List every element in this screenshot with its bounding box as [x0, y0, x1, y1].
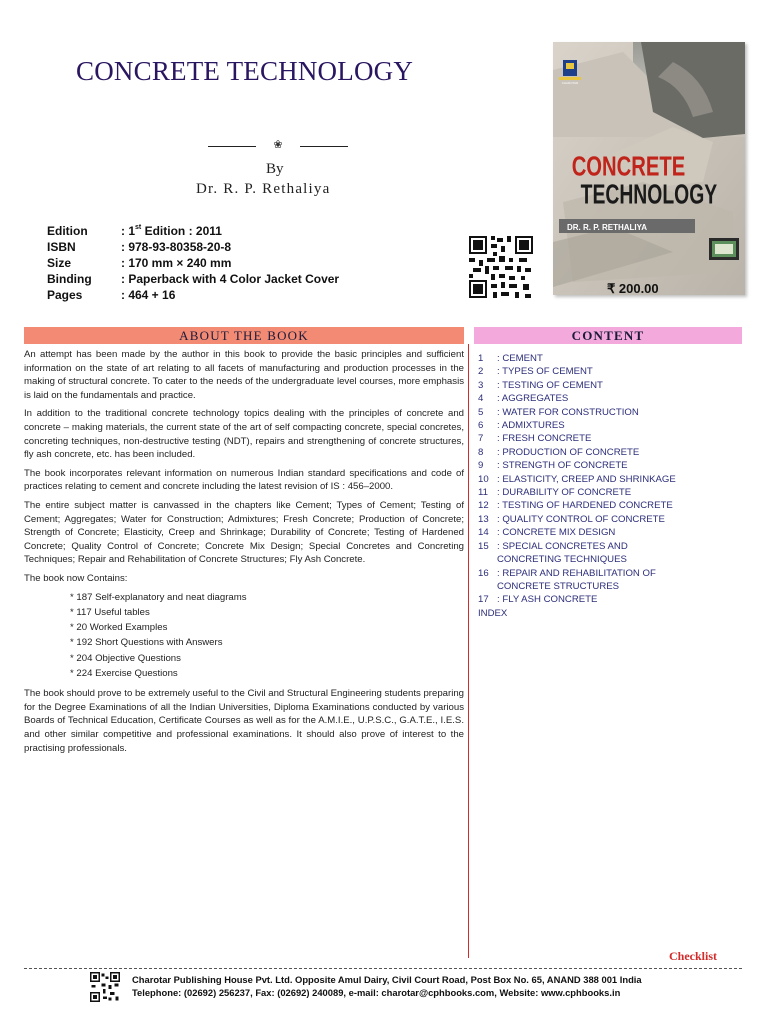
chapter-item: 7 : FRESH CONCRETE: [478, 433, 592, 445]
chapter-item: 13 : QUALITY CONTROL OF CONCRETE: [478, 513, 665, 525]
pages-value: : 464 + 16: [121, 288, 176, 302]
about-book-text: [24, 348, 464, 760]
chapter-item: 12 : TESTING OF HARDENED CONCRETE: [478, 500, 673, 512]
ornament-rule-right: [300, 146, 348, 147]
bullet-item: * 224 Exercise Questions: [70, 667, 178, 679]
cover-title-line1: CONCRETE: [571, 151, 686, 183]
about-paragraph: The entire subject matter is canvassed in the chapters like Cement; Types of Cement; Testing of Cement; Aggregates; Water for Construction; Admixtures; Fresh Concrete; Production of Concrete; Strength of Concrete; Elasticity, Creep and Shrinkage; Durability of Concrete; Testing of Hardened Concrete; Quality Control of Concrete; Concrete Mix Design; Special Concretes and Concreting Techniques; Repair and Rehabilitation of Concrete Structures; Fly Ash Concrete.: [24, 499, 464, 566]
chapter-item: 3 : TESTING OF CEMENT: [478, 379, 603, 391]
isbn-label: ISBN: [47, 240, 76, 254]
about-paragraph: In addition to the traditional concrete technology topics dealing with the principles of concrete and concrete – making materials, the current state of the art of self compacting concrete, special concretes, concreting techniques, non-destructive testing (NDT), repairs and strengthening of concrete structures, fly ash concrete, etc. has been included.: [24, 408, 464, 461]
about-paragraph: The book now Contains:: [24, 572, 128, 584]
chapter-item: 4 : AGGREGATES: [478, 393, 569, 405]
about-paragraph: The book incorporates relevant information on numerous Indian standard specifications and code of practices relating to cement and concrete including the latest revision of IS : 456–2000.: [24, 467, 464, 493]
chapter-item: 10 : ELASTICITY, CREEP AND SHRINKAGE: [478, 473, 676, 485]
bullet-item: * 204 Objective Questions: [70, 652, 181, 664]
checklist-label: Checklist: [669, 949, 717, 963]
chapter-item: 14 : CONCRETE MIX DESIGN: [478, 527, 616, 539]
about-book-heading: ABOUT THE BOOK: [24, 327, 464, 344]
publisher-footer: [132, 973, 642, 1000]
chapter-item: 6 : ADMIXTURES: [478, 420, 565, 432]
cover-author: DR. R. P. RETHALIYA: [567, 223, 648, 232]
edition-value: : 1st Edition : 2011: [121, 224, 222, 238]
contents-bullet-list: [70, 590, 464, 682]
footer-contact: Telephone: (02692) 256237, Fax: (02692) 240089, e-mail: charotar@cphbooks.com, Website: www.cphbooks.in: [132, 987, 621, 999]
size-label: Size: [47, 256, 72, 270]
chapter-item: 5 : WATER FOR CONSTRUCTION: [478, 406, 639, 418]
column-divider: [468, 344, 469, 958]
isbn-row: [47, 239, 339, 255]
chapter-item: 9 : STRENGTH OF CONCRETE: [478, 460, 628, 472]
pages-row: [47, 287, 339, 303]
title-ornament: [208, 139, 348, 153]
ornament-rule-left: [208, 146, 256, 147]
pages-label: Pages: [47, 288, 83, 302]
book-title: CONCRETE TECHNOLOGY: [76, 56, 414, 86]
table-of-contents: [478, 352, 740, 620]
chapter-item: 15 : SPECIAL CONCRETES AND CONCRETING TECHNIQUES: [478, 540, 628, 566]
size-row: [47, 255, 339, 271]
about-paragraph: The book should prove to be extremely useful to the Civil and Structural Engineering students preparing for the Degree Examinations of all the Indian Universities, Diploma Examinations conducted by various Boards of Technical Education, Certificate Courses as well as for the A.M.I.E., U.P.S.C., G.A.T.E., I.E.S. and other similar competitive and professional examinations. It should also prove of interest to the practising professionals.: [24, 688, 464, 754]
index-item: INDEX: [478, 607, 508, 619]
edition-row: [47, 223, 339, 239]
footer-dashed-rule: [24, 968, 742, 969]
book-details: [47, 223, 339, 303]
chapter-item: 1 : CEMENT: [478, 353, 543, 364]
price: ₹ 200.00: [607, 281, 659, 296]
chapter-item: 2 : TYPES OF CEMENT: [478, 366, 593, 378]
bullet-item: * 117 Useful tables: [70, 606, 150, 618]
chapter-item: 8 : PRODUCTION OF CONCRETE: [478, 446, 640, 458]
bullet-item: * 20 Worked Examples: [70, 622, 168, 634]
bullet-item: * 187 Self-explanatory and neat diagrams: [70, 591, 247, 603]
cover-title-line2: TECHNOLOGY: [580, 178, 718, 211]
bullet-item: * 192 Short Questions with Answers: [70, 637, 223, 649]
cover-publisher: CHAROTAR: [561, 81, 579, 85]
content-heading: CONTENT: [474, 327, 742, 344]
chapter-item: 17 : FLY ASH CONCRETE: [478, 594, 598, 606]
footer-qr-code-icon[interactable]: [90, 972, 120, 1002]
binding-value: : Paperback with 4 Color Jacket Cover: [121, 272, 340, 286]
by-label: By: [266, 161, 284, 177]
binding-row: [47, 271, 339, 287]
chapter-item: 11 : DURABILITY OF CONCRETE: [478, 487, 632, 499]
author-name: Dr. R. P. Rethaliya: [196, 181, 331, 197]
edition-label: Edition: [47, 224, 88, 238]
footer-address: Charotar Publishing House Pvt. Ltd. Opposite Amul Dairy, Civil Court Road, Post Box No. 65, ANAND 388 001 India: [132, 974, 642, 985]
flower-icon: ❀: [273, 138, 283, 151]
binding-label: Binding: [47, 272, 92, 286]
chapter-item: 16 : REPAIR AND REHABILITATION OF CONCRETE STRUCTURES: [478, 567, 656, 592]
book-cover-image: [553, 42, 745, 295]
qr-code-icon[interactable]: [469, 236, 533, 298]
size-value: : 170 mm × 240 mm: [121, 256, 232, 270]
about-paragraph: An attempt has been made by the author in this book to provide the basic principles and sufficient information on the state of art relating to all facets of manufacturing and production processes in the making of structural concrete. To cater to the needs of the undergraduate level courses, more emphasis is laid on the fundamentals and practice.: [24, 349, 464, 401]
isbn-value: : 978-93-80358-20-8: [121, 240, 232, 254]
